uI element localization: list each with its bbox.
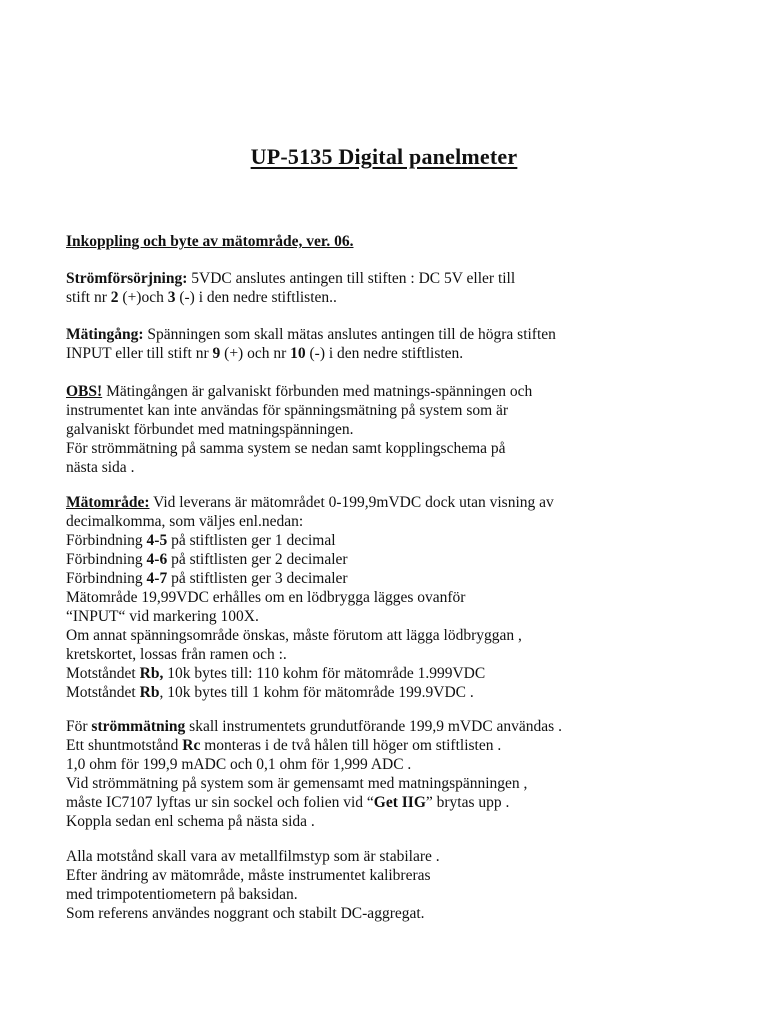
obs-text: nästa sida . — [66, 459, 135, 476]
pin-pair: 4-7 — [146, 570, 168, 587]
current-text: Koppla sedan enl schema på nästa sida . — [66, 813, 315, 830]
pin-number: 3 — [167, 289, 176, 306]
closing-text: Alla motstånd skall vara av metallfilmstyp som är stabilare . — [66, 848, 440, 865]
range-text: Mätområde 19,99VDC erhålles om en lödbrygga lägges ovanför — [66, 589, 466, 606]
power-text: (-) i den nedre stiftlisten.. — [175, 289, 337, 306]
obs-text: För strömmätning på samma system se nedan samt kopplingschema på — [66, 440, 506, 457]
foil-name: Get IIG — [373, 794, 426, 811]
range-text: 10k bytes till: 110 kohm för mätområde 1.999VDC — [163, 665, 486, 682]
range-text: Om annat spänningsområde önskas, måste förutom att lägga lödbryggan , — [66, 627, 522, 644]
power-text: 5VDC anslutes antingen till stiften : DC 5V eller till — [187, 270, 516, 287]
resistor-option — [66, 664, 706, 683]
decimal-option — [66, 569, 706, 588]
power-text: stift nr — [66, 289, 111, 306]
range-text: på stiftlisten ger 3 decimaler — [167, 570, 348, 587]
decimal-option — [66, 550, 706, 569]
closing-text: Som referens användes noggrant och stabilt DC-aggregat. — [66, 905, 425, 922]
power-text: (+)och — [118, 289, 168, 306]
range-text: Förbindning — [66, 532, 147, 549]
pin-pair: 4-5 — [146, 532, 168, 549]
obs-text: galvaniskt förbundet med matningspänningen. — [66, 421, 354, 438]
range-text: Förbindning — [66, 570, 147, 587]
section-subtitle: Inkoppling och byte av mätområde, ver. 06. — [66, 233, 354, 250]
current-keyword: strömmätning — [91, 718, 186, 735]
obs-label: OBS! — [66, 383, 103, 400]
current-text: 1,0 ohm för 199,9 mADC och 0,1 ohm för 1,999 ADC . — [66, 756, 412, 773]
obs-text: instrumentet kan inte användas för spänningsmätning på system som är — [66, 402, 509, 419]
current-text: monteras i de två hålen till höger om stiftlisten . — [200, 737, 502, 754]
current-text: För — [66, 718, 92, 735]
input-text: (-) i den nedre stiftlisten. — [305, 345, 464, 362]
power-label: Strömförsörjning: — [66, 270, 188, 287]
pin-number: 2 — [110, 289, 119, 306]
current-text: måste IC7107 lyftas ur sin sockel och folien vid “ — [66, 794, 374, 811]
range-paragraph — [66, 493, 706, 702]
pin-number: 10 — [290, 345, 306, 362]
decimal-option — [66, 531, 706, 550]
range-label: Mätområde: — [66, 494, 150, 511]
current-text: skall instrumentets grundutförande 199,9 mVDC användas . — [185, 718, 562, 735]
input-text: (+) och nr — [220, 345, 291, 362]
power-paragraph — [66, 269, 706, 307]
range-text: Förbindning — [66, 551, 147, 568]
range-text: decimalkomma, som väljes enl.nedan: — [66, 513, 304, 530]
range-text: , 10k bytes till 1 kohm för mätområde 199.9VDC . — [159, 684, 474, 701]
current-text: Ett shuntmotstånd — [66, 737, 183, 754]
closing-text: Efter ändring av mätområde, måste instrumentet kalibreras — [66, 867, 431, 884]
input-label: Mätingång: — [66, 326, 144, 343]
range-text: Motståndet — [66, 684, 140, 701]
obs-paragraph — [66, 382, 706, 477]
obs-text: Mätingången är galvaniskt förbunden med matnings-spänningen och — [102, 383, 533, 400]
page-title: UP-5135 Digital panelmeter — [250, 144, 518, 169]
pin-number: 9 — [212, 345, 221, 362]
resistor-name: Rc — [182, 737, 201, 754]
input-text: Spänningen som skall mätas anslutes antingen till de högra stiften — [143, 326, 556, 343]
current-paragraph — [66, 717, 706, 831]
resistor-option — [66, 683, 706, 702]
closing-paragraph — [66, 847, 706, 923]
range-text: “INPUT“ vid markering 100X. — [66, 608, 259, 625]
resistor-name: Rb, — [139, 665, 164, 682]
range-text: på stiftlisten ger 2 decimaler — [167, 551, 348, 568]
input-text: INPUT eller till stift nr — [66, 345, 213, 362]
resistor-name: Rb — [139, 684, 160, 701]
input-paragraph — [66, 325, 706, 363]
current-text: Vid strömmätning på system som är gemensamt med matningspänningen , — [66, 775, 528, 792]
closing-text: med trimpotentiometern på baksidan. — [66, 886, 298, 903]
range-text: kretskortet, lossas från ramen och :. — [66, 646, 287, 663]
pin-pair: 4-6 — [146, 551, 168, 568]
current-text: ” brytas upp . — [425, 794, 510, 811]
range-text: Vid leverans är mätområdet 0-199,9mVDC dock utan visning av — [149, 494, 554, 511]
range-text: på stiftlisten ger 1 decimal — [167, 532, 336, 549]
range-text: Motståndet — [66, 665, 140, 682]
